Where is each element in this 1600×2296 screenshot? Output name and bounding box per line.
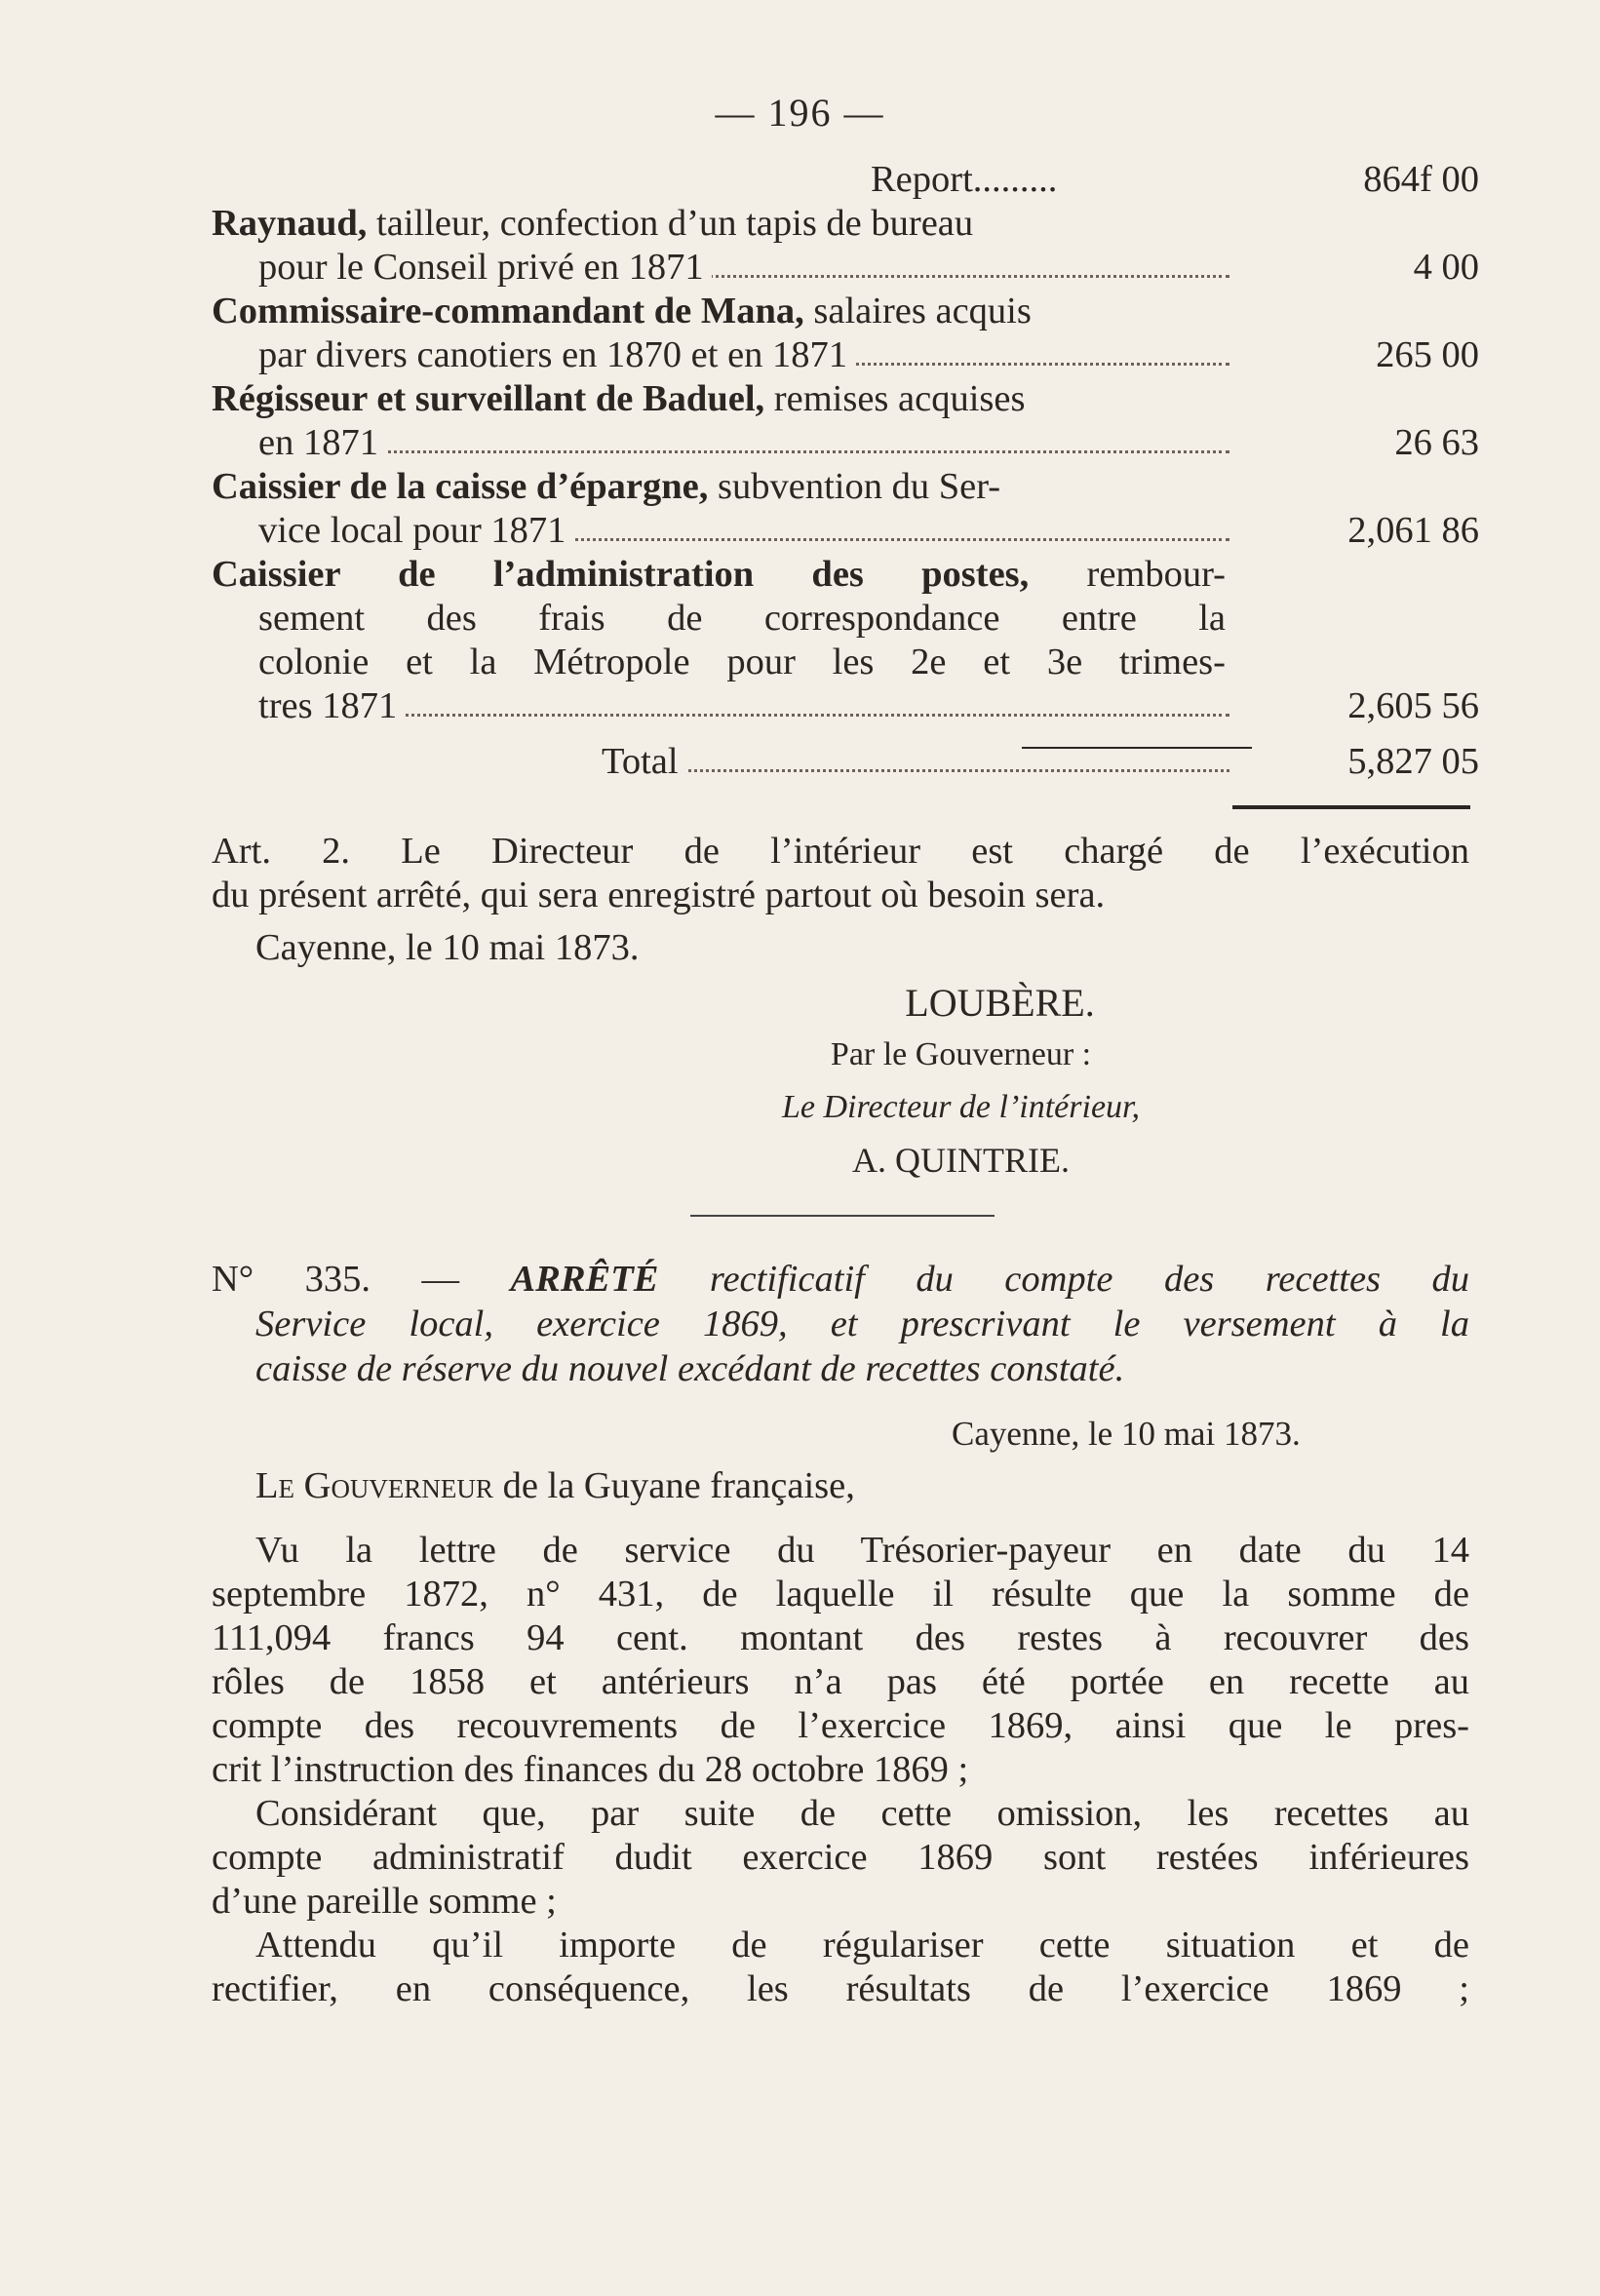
- item-amount: 26 63: [1394, 422, 1479, 463]
- total-label: Total: [602, 741, 686, 782]
- directeur-title: Le Directeur de l’intérieur,: [782, 1089, 1140, 1125]
- decree-intro: [255, 1464, 855, 1508]
- item-amount: 4 00: [1413, 247, 1479, 288]
- decree-title: ARRÊTÉ: [510, 1259, 659, 1300]
- ledger-item-line1: [212, 553, 1479, 597]
- body-line: 111,094 francs 94 cent. montant des restes à recouvrer des: [212, 1617, 1469, 1658]
- article-date: Cayenne, le 10 mai 1873.: [255, 927, 640, 968]
- item-desc-cont: par divers canotiers en 1870 et en 1871: [258, 334, 855, 375]
- item-amount: 265 00: [1376, 334, 1479, 375]
- item-desc-cont: tres 1871: [258, 685, 405, 726]
- ledger-item-line4: [212, 684, 1479, 728]
- total-row: [212, 740, 1479, 784]
- report-row: [212, 158, 1479, 202]
- decree-heading-line-3: caisse de réserve du nouvel excédant de recettes constaté.: [255, 1348, 1125, 1389]
- ledger-item-line2: [212, 421, 1479, 465]
- item-desc-cont: en 1871: [258, 422, 386, 463]
- ledger-item-line2: [212, 333, 1479, 377]
- body-line: compte administratif dudit exercice 1869 sont restées inférieures: [212, 1837, 1469, 1878]
- item-desc-cont: vice local pour 1871: [258, 510, 573, 551]
- section-separator: [690, 1215, 995, 1217]
- report-label: Report.........: [871, 159, 1058, 200]
- article-line-2: du présent arrêté, qui sera enregistré partout où besoin sera.: [212, 875, 1106, 915]
- item-name: Raynaud,: [212, 203, 368, 244]
- item-desc: salaires acquis: [803, 291, 1032, 331]
- item-desc: rembour-: [1029, 554, 1226, 595]
- item-desc-cont: colonie et la Métropole pour les 2e et 3e trimes-: [258, 642, 1226, 682]
- body-line: septembre 1872, n° 431, de laquelle il résulte que la somme de: [212, 1574, 1469, 1615]
- body-line: d’une pareille somme ;: [212, 1881, 557, 1922]
- governor-signature: LOUBÈRE.: [905, 981, 1095, 1025]
- item-amount: 2,605 56: [1347, 685, 1479, 726]
- decree-heading-line-1: [212, 1258, 1469, 1302]
- decree-dateline: Cayenne, le 10 mai 1873.: [952, 1415, 1301, 1453]
- ledger-item-line1: [212, 290, 1479, 333]
- par-le-gouverneur: Par le Gouverneur :: [830, 1036, 1092, 1072]
- ledger-item-line2: [212, 246, 1479, 290]
- ledger-item-line1: [212, 465, 1479, 509]
- decree-title-rest: rectificatif du compte des recettes du: [658, 1259, 1469, 1300]
- body-line: compte des recouvrements de l’exercice 1869, ainsi que le pres-: [212, 1705, 1469, 1746]
- item-desc-cont: pour le Conseil privé en 1871: [258, 247, 712, 288]
- directeur-name: A. QUINTRIE.: [852, 1141, 1070, 1180]
- decree-heading-line-2: Service local, exercice 1869, et prescrivant le versement à la: [255, 1304, 1469, 1344]
- item-name: Caissier de l’administration des postes,: [212, 554, 1030, 595]
- ledger-item-line2: [212, 597, 1479, 641]
- ledger-item-line1: [212, 202, 1479, 246]
- ledger-item-line1: [212, 377, 1479, 421]
- body-line: Considérant que, par suite de cette omission, les recettes au: [255, 1793, 1469, 1834]
- item-name: Régisseur et surveillant de Baduel,: [212, 378, 765, 419]
- body-line: Attendu qu’il importe de régulariser cette situation et de: [255, 1925, 1469, 1965]
- subtotal-rule: [1022, 747, 1252, 749]
- ledger-item-line3: [212, 641, 1479, 684]
- body-line: rôles de 1858 et antérieurs n’a pas été portée en recette au: [212, 1661, 1469, 1702]
- intro-rest: de la Guyane française,: [492, 1465, 855, 1506]
- item-name: Caissier de la caisse d’épargne,: [212, 466, 709, 507]
- item-amount: 2,061 86: [1347, 510, 1479, 551]
- article-line-1: Art. 2. Le Directeur de l’intérieur est chargé de l’exécution: [212, 831, 1469, 872]
- body-line: Vu la lettre de service du Trésorier-payeur en date du 14: [255, 1530, 1469, 1571]
- item-desc: remises acquises: [764, 378, 1026, 419]
- item-desc: tailleur, confection d’un tapis de bureau: [367, 203, 974, 244]
- item-desc: subvention du Ser-: [708, 466, 1001, 507]
- item-desc-cont: sement des frais de correspondance entre la: [258, 598, 1226, 639]
- body-line: crit l’instruction des finances du 28 octobre 1869 ;: [212, 1749, 969, 1790]
- item-name: Commissaire-commandant de Mana,: [212, 291, 804, 331]
- le-gouverneur: Le Gouverneur: [255, 1465, 493, 1506]
- decree-number: N° 335. —: [212, 1259, 511, 1300]
- ledger-item-line2: [212, 509, 1479, 553]
- total-amount: 5,827 05: [1347, 741, 1479, 782]
- total-double-rule: [1232, 805, 1470, 809]
- page-number: — 196 —: [715, 91, 885, 135]
- body-line: rectifier, en conséquence, les résultats de l’exercice 1869 ;: [212, 1968, 1469, 2009]
- report-amount: 864f 00: [1363, 159, 1479, 200]
